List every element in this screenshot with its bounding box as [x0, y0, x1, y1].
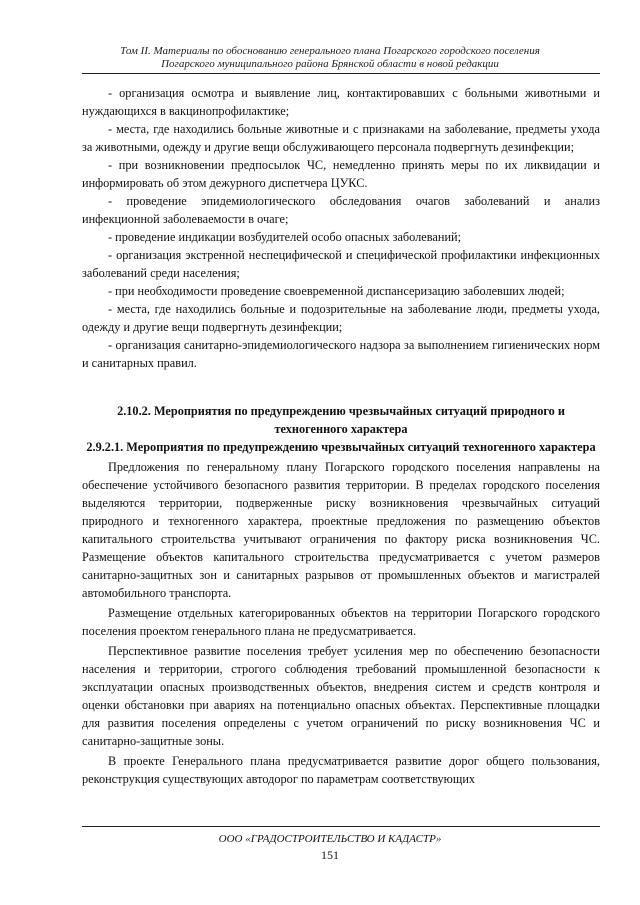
paragraph: Перспективное развитие поселения требует усиления мер по обеспечению безопасности населения и территории, строгого соблюдения требований промышленной безопасности к эксплуатации опасных производственных объектов, внедрения систем и средств контроля и оценки обстановки при авариях на потенциально опасных объектах. Перспективные площадки для развития поселения определены с учетом ограничений по риску возникновения ЧС и санитарно-защитные зоны.	[82, 644, 600, 748]
list-item: - при необходимости проведение своевременной диспансеризацию заболевших людей;	[108, 284, 565, 298]
paragraph: Размещение отдельных категорированных объектов на территории Погарского городского поселения проектом генерального плана не предусматривается.	[82, 606, 600, 638]
section-spacer	[82, 372, 600, 402]
list-item: - места, где находились больные животные и с признаками на заболевание, предметы ухода за животными, одежду и другие вещи обслуживающего персонала подвергнуть дезинфекции;	[82, 122, 600, 154]
paragraph: В проекте Генерального плана предусматривается развитие дорог общего пользования, реконструкция существующих автодорог по параметрам соответствующих	[82, 754, 600, 786]
running-header-line2: Погарского муниципального района Брянской области в новой редакции	[161, 58, 499, 70]
header-rule	[82, 73, 600, 74]
footer-rule	[82, 826, 600, 827]
footer-company: ООО «ГРАДОСТРОИТЕЛЬСТВО И КАДАСТР»	[218, 833, 442, 845]
list-item: - при возникновении предпосылок ЧС, немедленно принять меры по их ликвидации и информировать об этом дежурного диспетчера ЦУКС.	[82, 158, 600, 190]
list-item: - организация санитарно-эпидемиологического надзора за выполнением гигиенических норм и санитарных правил.	[82, 338, 600, 370]
list-item: - проведение эпидемиологического обследования очагов заболеваний и анализ инфекционной заболеваемости в очаге;	[82, 194, 600, 226]
list-item: - организация экстренной неспецифической и специфической профилактики инфекционных заболеваний среди населения;	[82, 248, 600, 280]
section-heading: 2.10.2. Мероприятия по предупреждению чрезвычайных ситуаций природного и техногенного характера	[117, 404, 565, 436]
list-item: - места, где находились больные и подозрительные на заболевание люди, предметы ухода, одежду и другие вещи подвергнуть дезинфекции;	[82, 302, 600, 334]
running-header-line1: Том II. Материалы по обоснованию генерального плана Погарского городского поселения	[120, 45, 540, 57]
paragraph: Предложения по генеральному плану Погарского городского поселения направлены на обеспечение устойчивого безопасного развития территории. В пределах городского поселения выделяются территории, подверженные риску возникновения чрезвычайных ситуаций природного и техногенного характера, проектные предложения по размещению объектов капитального строительства учитывают ограничения по фактору риска возникновения ЧС. Размещение объектов капитального строительства предусматривается с учетом размеров санитарно-защитных зон и санитарных разрывов от промышленных объектов и магистралей автомобильного транспорта.	[82, 460, 600, 600]
list-item: - проведение индикации возбудителей особо опасных заболеваний;	[108, 230, 462, 244]
page-number: 151	[321, 848, 339, 862]
list-item: - организация осмотра и выявление лиц, контактировавших с больными животными и нуждающихся в вакцинопрофилактике;	[82, 86, 600, 118]
subsection-heading: 2.9.2.1. Мероприятия по предупреждению чрезвычайных ситуаций техногенного характера	[86, 440, 596, 454]
page-body	[82, 84, 600, 788]
